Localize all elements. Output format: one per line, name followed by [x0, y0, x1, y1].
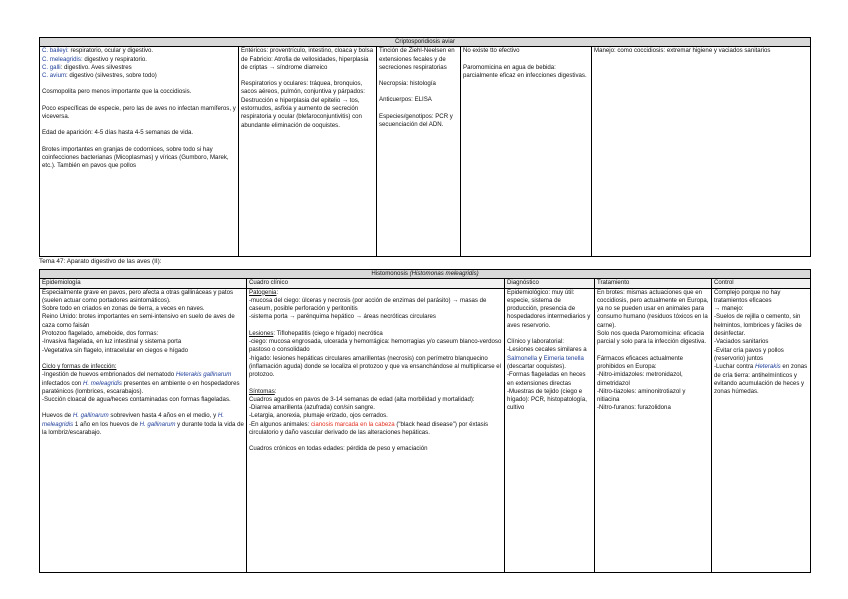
- section-title: Tema 47: Aparato digestivo de las aves (II):: [39, 258, 162, 265]
- paragraph: -Succión cloacal de agua/heces contaminadas con formas flageladas.: [42, 396, 231, 404]
- paragraph: Especies/genotipos: PCR y secuenciación del ADN.: [379, 112, 453, 129]
- column-header: Epidemiología: [40, 279, 247, 288]
- paragraph: -mucosa del ciego: úlceras y necrosis (por acción de enzimas del parásito) → masas de caseum, posible perforación y peritonitis: [249, 296, 487, 313]
- paragraph: -Diarrea amarillenta (azufrada) con/sin sangre.: [249, 404, 375, 412]
- paragraph: -sistema porta → parénquima hepático → áreas necróticas circulares: [249, 313, 436, 321]
- paragraph: Cosmopolita pero menos importante que la coccidiosis.: [42, 88, 192, 96]
- paragraph: Entéricos: proventrículo, intestino, cloaca y bolsa de Fabricio: Atrofia de vellosidades, hiperplasia de criptas → síndrome diarreico: [241, 47, 374, 71]
- paragraph: -Vegetativa sin flagelo, intracelular en ciegos e hígado: [42, 346, 189, 354]
- paragraph: Especialmente grave en pavos, pero afecta a otras gallináceas y patos (suelen actuar como portadores asintomáticos).: [42, 288, 234, 304]
- paragraph: Anticuerpos: ELISA: [379, 96, 432, 104]
- paragraph: Manejo: como coccidiosis: extremar higiene y vaciados sanitarios: [594, 47, 771, 55]
- treatment-cell: [595, 288, 712, 572]
- diagnosis-cell: [505, 288, 595, 572]
- species-line: C. meleagridis: digestivo y respiratorio.: [42, 55, 147, 63]
- paragraph: Necropsia: histología: [379, 80, 436, 88]
- species-line: C. avium: digestivo (silvestres, sobre todo): [42, 72, 157, 80]
- table-title: Histomonosis (Histomonas meleagridis): [40, 270, 811, 279]
- paragraph: En brotes: mismas actuaciones que en coccidiosis, pero actualmente en Europa, ya no se pueden usar en animales para consumo humano (residuos tóxicos en la carne).: [597, 288, 709, 329]
- paragraph: Síntomas:: [249, 387, 277, 395]
- species-line: C. galli: digestivo. Aves silvestres: [42, 63, 132, 71]
- paragraph: Paromomicina en agua de bebida: parcialmente eficaz en infecciones digestivas.: [463, 63, 587, 79]
- criptosporidiosis-table: [39, 37, 811, 257]
- paragraph: Complejo porque no hay tratamientos eficaces: [714, 288, 781, 304]
- epidemiology-cell: [40, 288, 247, 572]
- species-line: C. baileyi: respiratorio, ocular y digestivo.: [42, 47, 154, 55]
- table-title: Criptosporidiosis aviar: [40, 38, 811, 47]
- column-header: Cuadro clínico: [247, 279, 505, 288]
- paragraph: Clínico y laboratorial:: [507, 338, 564, 346]
- treatment-cell: [461, 47, 592, 257]
- paragraph: Sobre todo en criados en zonas de tierra, a veces en naves.: [42, 305, 205, 313]
- paragraph: Respiratorios y oculares: tráquea, bronquios, sacos aéreos, pulmón, conjuntiva y párpados: Destrucción e hiperplasia del epitelio → tos, estornudos, asfixia y aumento de secreción respiratoria y ocular (blefaroconjuntivitis) con abundante eliminación de ooquistes.: [241, 80, 365, 129]
- epidemiology-cell: [40, 47, 239, 257]
- paragraph: -Letargia, anorexia, plumaje erizado, ojos cerrados.: [249, 412, 388, 420]
- paragraph: -Luchar contra Heterakis en zonas de cría tierra: antihelmínticos y evitando acumulación de heces y zonas húmedas.: [714, 363, 808, 396]
- paragraph: -Evitar cría pavos y pollos (reservorio) juntos: [714, 346, 784, 362]
- paragraph: Patogenia:: [249, 288, 279, 296]
- paragraph: -Lesiones cecales similares a Salmonella y Eimeria tenella (descartar ooquistes).: [507, 346, 587, 370]
- column-header: Control: [712, 279, 811, 288]
- paragraph: -Nitro-imidazoles: metronidazol, dimetridazol: [597, 371, 683, 387]
- column-header: Tratamiento: [595, 279, 712, 288]
- paragraph: -Suelos de rejilla o cemento, sin helmintos, lombrices y fáciles de desinfectar.: [714, 313, 802, 338]
- clinical-cell: [239, 47, 377, 257]
- paragraph: → manejo:: [714, 305, 744, 313]
- paragraph: Huevos de H. gallinarum sobreviven hasta 4 años en el medio, y H. meleagridis 1 año en los huevos de H. gallinarum y durante toda la vida de la lombriz/escarabajo.: [42, 412, 244, 437]
- paragraph: -Nitro-tiazoles: aminonitrotiazol y nitiacina: [597, 387, 686, 404]
- paragraph: Tinción de Ziehl-Neelsen en extensiones fecales y de secreciones respiratorias: [379, 47, 455, 71]
- paragraph: -hígado: lesiones hepáticas circulares amarillentas (necrosis) con perímetro blanquecino (inflamación aguda) donde se localiza el protozoo y que va ensanchándose al multiplicarse el protozoo.: [249, 354, 502, 379]
- paragraph: -Nitro-furanos: furazolidona: [597, 404, 671, 412]
- paragraph: Reino Unido: brotes importantes en semi-intensivo en suelo de aves de caza como faisán: [42, 313, 235, 329]
- paragraph: Edad de aparición: 4-5 días hasta 4-5 semanas de vida.: [42, 129, 194, 137]
- control-cell: [592, 47, 811, 257]
- paragraph: -En algunos animales: cianosis marcada en la cabeza ("black head disease") por éxtasis circulatorio y daño vascular derivado de las alteraciones hepáticas.: [249, 420, 489, 437]
- paragraph: -Muestras de tejido (ciego e hígado): PCR, histopatología, cultivo: [507, 387, 587, 412]
- paragraph: Fármacos eficaces actualmente prohibidos en Europa:: [597, 354, 684, 370]
- diagnosis-cell: [377, 47, 461, 257]
- subheading: Ciclo y formas de infección:: [42, 362, 117, 370]
- paragraph: -Ingestión de huevos embrionados del nematodo Heterakis gallinarum infectados con H. meleagridis presentes en ambiente o en hospedadores paraténicos (lombrices, escarabajos).: [42, 371, 240, 395]
- paragraph: Solo nos queda Paromomicina: eficacia parcial y solo para la infección digestiva.: [597, 330, 707, 346]
- histomonosis-table: [39, 269, 811, 573]
- clinical-cell: [247, 288, 505, 572]
- column-header: Diagnóstico: [505, 279, 595, 288]
- paragraph: Cuadros agudos en pavos de 3-14 semanas de edad (alta morbilidad y mortalidad):: [249, 395, 475, 403]
- paragraph: Poco específicas de especie, pero las de aves no infectan mamíferos, y viceversa.: [42, 104, 236, 121]
- paragraph: Brotes importantes en granjas de codornices, sobre todo si hay coinfecciones bacterianas (Micoplasmas) y víricas (Gumboro, Marek, etc.). También en pavos que pollos: [42, 145, 229, 170]
- control-cell: [712, 288, 811, 572]
- paragraph: Lesiones: Tiflohepatitis (ciego e hígado) necrótica: [249, 329, 383, 337]
- paragraph: -Vaciados sanitarios: [714, 338, 769, 346]
- paragraph: No existe tto efectivo: [463, 47, 520, 55]
- paragraph: -ciego: mucosa engrosada, ulcerada y hemorrágica: hemorragias y/o caseum blanco-verdoso pastoso o consolidado: [249, 338, 502, 354]
- paragraph: Epidemiológico: muy útil: especie, sistema de producción, presencia de hospedadores intermediarios y aves reservorio.: [507, 288, 591, 329]
- paragraph: -Formas flageladas en heces en extensiones directas: [507, 371, 586, 387]
- paragraph: -Invasiva flagelada, en luz intestinal y sistema porta: [42, 338, 182, 346]
- paragraph: Protozoo flagelado, ameboide, dos formas:: [42, 330, 159, 338]
- paragraph: Cuadros crónicos en todas edades: pérdida de peso y emaciación: [249, 445, 428, 453]
